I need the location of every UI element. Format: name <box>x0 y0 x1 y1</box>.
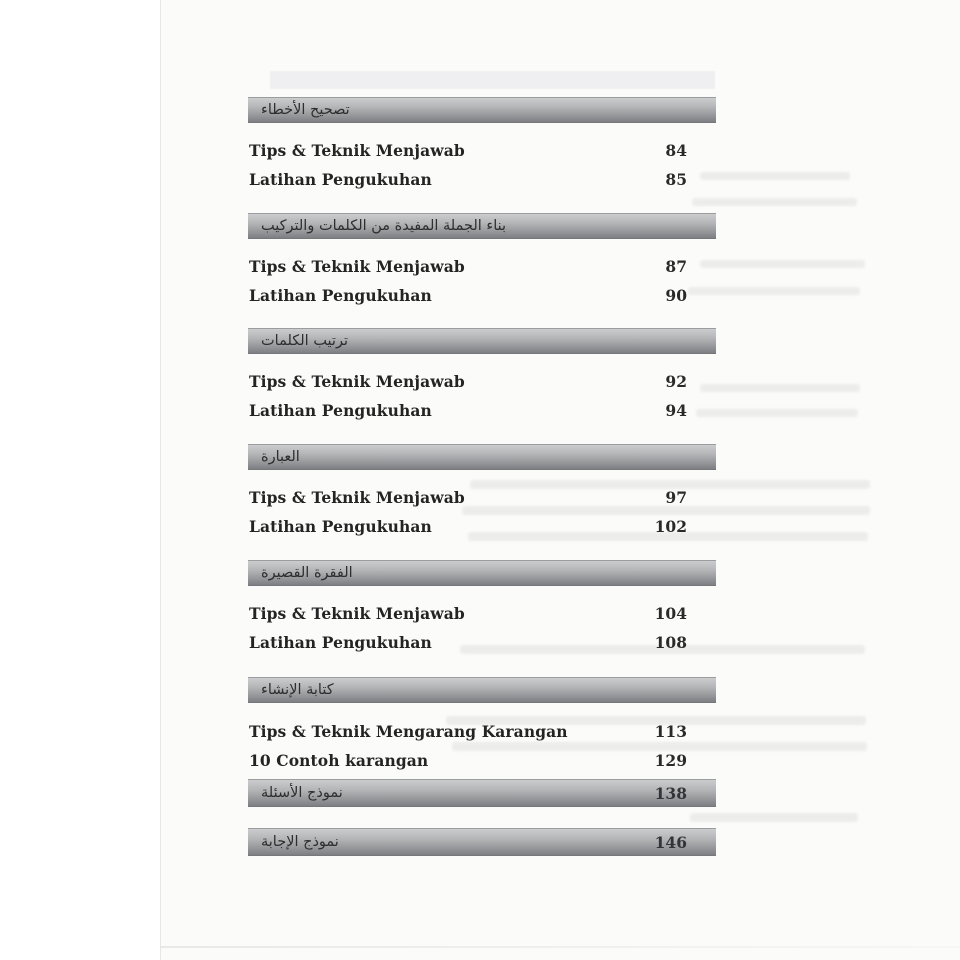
section-heading-arabic: كتابة الإنشاء <box>261 682 334 698</box>
bleed-through-artifact <box>700 172 850 180</box>
toc-entry-row <box>249 751 687 770</box>
toc-entry-row <box>249 170 687 189</box>
toc-entry-page-number: 113 <box>654 722 687 741</box>
toc-entry-page-number: 129 <box>654 751 687 770</box>
toc-entry-label: Tips & Teknik Menjawab <box>249 141 465 160</box>
section-heading-arabic: ترتيب الكلمات <box>261 333 348 349</box>
toc-entry-label: Tips & Teknik Menjawab <box>249 488 465 507</box>
toc-entry-row <box>249 372 687 391</box>
toc-entry-row <box>249 141 687 160</box>
toc-entry-page-number: 108 <box>654 633 687 652</box>
bleed-through-artifact <box>700 384 860 392</box>
toc-entry-row <box>249 633 687 652</box>
section-heading-arabic: نموذج الأسئلة <box>261 785 343 801</box>
toc-entry-row <box>249 488 687 507</box>
toc-entry-page-number: 104 <box>654 604 687 623</box>
toc-entry-row <box>249 401 687 420</box>
toc-entry-page-number: 94 <box>665 401 687 420</box>
section-heading-bar <box>248 213 716 239</box>
section-heading-bar <box>248 97 716 123</box>
toc-entry-label: Latihan Pengukuhan <box>249 517 432 536</box>
toc-section <box>248 677 716 770</box>
toc-entry-page-number: 87 <box>665 257 687 276</box>
toc-entry-label: 10 Contoh karangan <box>249 751 429 770</box>
section-heading-bar <box>248 779 716 807</box>
toc-entry-row <box>249 722 687 741</box>
toc-entry-page-number: 90 <box>665 286 687 305</box>
toc-entry-page-number: 92 <box>665 372 687 391</box>
toc-entry-page-number: 97 <box>665 488 687 507</box>
bleed-through-artifact <box>692 198 857 206</box>
toc-section <box>248 97 716 189</box>
toc-entry-row <box>249 517 687 536</box>
section-heading-arabic: تصحيح الأخطاء <box>261 102 350 118</box>
bleed-through-artifact <box>700 260 865 268</box>
section-heading-bar <box>248 677 716 703</box>
toc-entry-row <box>249 257 687 276</box>
toc-entry-label: Latihan Pengukuhan <box>249 401 432 420</box>
section-heading-arabic: الفقرة القصيرة <box>261 565 353 581</box>
section-heading-bar <box>248 444 716 470</box>
toc-section <box>248 213 716 305</box>
bleed-through-artifact <box>688 287 860 295</box>
section-heading-arabic: بناء الجملة المفيدة من الكلمات والتركيب <box>261 218 507 234</box>
toc-section <box>248 328 716 420</box>
toc-entry-label: Latihan Pengukuhan <box>249 170 432 189</box>
section-heading-arabic: العبارة <box>261 449 300 465</box>
bleed-through-artifact <box>452 742 867 751</box>
toc-entry-label: Latihan Pengukuhan <box>249 286 432 305</box>
toc-entry-label: Tips & Teknik Mengarang Karangan <box>249 722 568 741</box>
section-heading-bar <box>248 328 716 354</box>
toc-entry-label: Tips & Teknik Menjawab <box>249 257 465 276</box>
toc-section <box>248 779 716 807</box>
toc-entry-label: Latihan Pengukuhan <box>249 633 432 652</box>
toc-section <box>248 560 716 652</box>
toc-entry-page-number: 84 <box>665 141 687 160</box>
page-bottom-edge <box>160 946 960 948</box>
toc-entry-label: Tips & Teknik Menjawab <box>249 372 465 391</box>
section-heading-bar <box>248 828 716 856</box>
toc-entry-row <box>249 604 687 623</box>
toc-section <box>248 444 716 536</box>
toc-entry-page-number: 102 <box>654 517 687 536</box>
bar-page-number: 138 <box>654 784 687 803</box>
section-heading-arabic: نموذج الإجابة <box>261 834 339 850</box>
bar-page-number: 146 <box>654 833 687 852</box>
bleed-through-artifact <box>696 409 858 417</box>
bleed-through-artifact <box>690 813 858 822</box>
toc-entry-page-number: 85 <box>665 170 687 189</box>
bleed-through-bar-artifact <box>270 71 715 89</box>
toc-entry-row <box>249 286 687 305</box>
toc-section <box>248 828 716 856</box>
toc-entry-label: Tips & Teknik Menjawab <box>249 604 465 623</box>
section-heading-bar <box>248 560 716 586</box>
bleed-through-artifact <box>462 506 870 515</box>
